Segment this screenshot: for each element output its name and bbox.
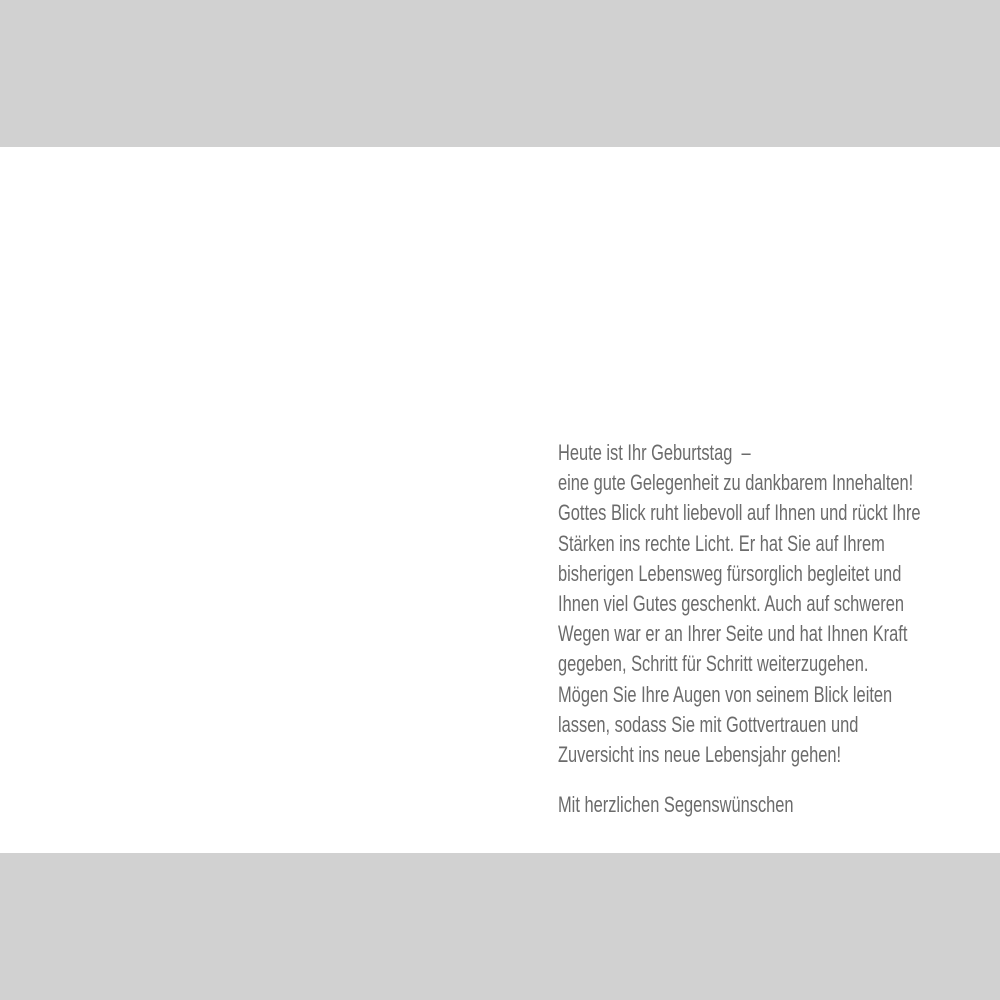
message-line: Zuversicht ins neue Lebensjahr gehen!: [558, 742, 842, 768]
message-line: Stärken ins rechte Licht. Er hat Sie auf Ihrem: [558, 530, 885, 556]
top-gray-band: [0, 0, 1000, 147]
message-line: bisherigen Lebensweg fürsorglich begleitet und: [558, 560, 902, 586]
message-line: Gottes Blick ruht liebevoll auf Ihnen und rückt Ihre: [558, 500, 921, 526]
card-inner-spread: [0, 147, 1000, 853]
message-line: Ihnen viel Gutes geschenkt. Auch auf schweren: [558, 591, 905, 617]
message-line: gegeben, Schritt für Schritt weiterzugehen.: [558, 651, 869, 677]
closing-line: Mit herzlichen Segenswünschen: [558, 792, 794, 818]
message-line: Mögen Sie Ihre Augen von seinem Blick leiten: [558, 681, 893, 707]
message-line: eine gute Gelegenheit zu dankbarem Innehalten!: [558, 470, 914, 496]
greeting-message: [558, 438, 996, 820]
bottom-gray-band: [0, 853, 1000, 1000]
message-line: lassen, sodass Sie mit Gottvertrauen und: [558, 711, 859, 737]
message-line: Heute ist Ihr Geburtstag –: [558, 440, 751, 465]
message-line: Wegen war er an Ihrer Seite und hat Ihnen Kraft: [558, 621, 908, 647]
